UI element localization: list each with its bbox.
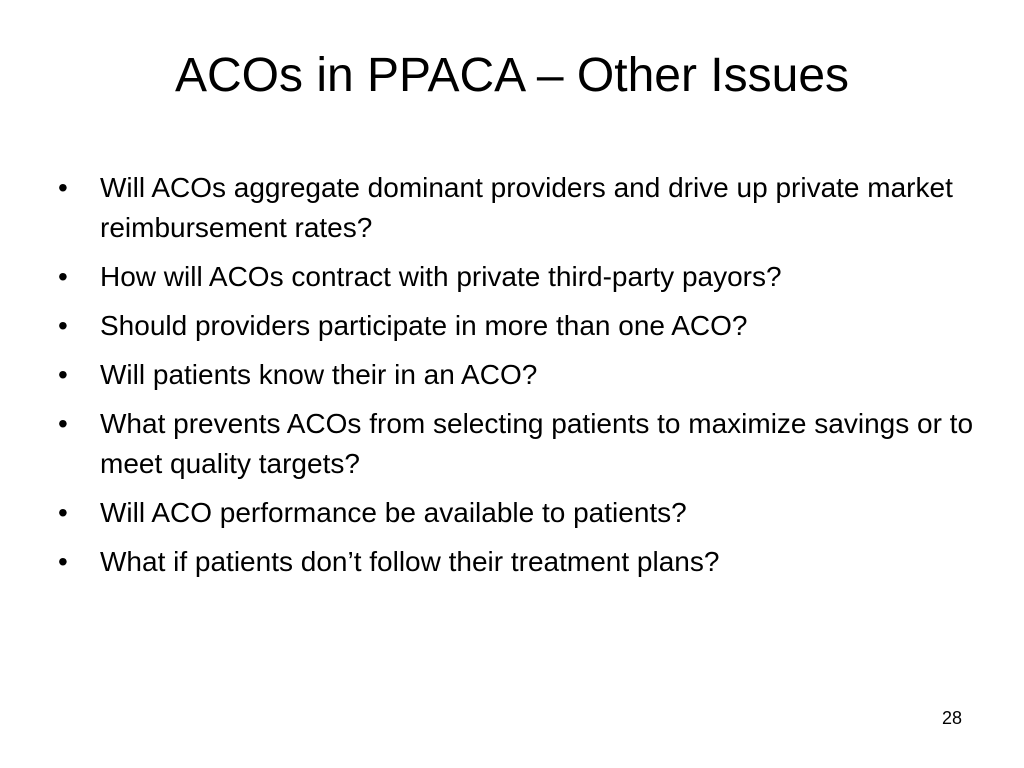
bullet-text: Will patients know their in an ACO? bbox=[100, 359, 538, 390]
bullet-item bbox=[58, 542, 978, 582]
bullet-text: Will ACO performance be available to patients? bbox=[100, 497, 687, 528]
bullet-marker: • bbox=[58, 359, 68, 390]
bullet-text: Should providers participate in more than one ACO? bbox=[100, 310, 748, 341]
page-number: 28 bbox=[941, 708, 962, 728]
bullet-item bbox=[58, 493, 978, 533]
bullet-item bbox=[58, 355, 978, 395]
bullet-text: How will ACOs contract with private third-party payors? bbox=[100, 261, 782, 292]
bullet-marker: • bbox=[58, 497, 68, 528]
bullet-text: What if patients don’t follow their treatment plans? bbox=[100, 546, 720, 577]
bullet-item bbox=[58, 306, 978, 346]
bullet-item bbox=[58, 404, 978, 484]
bullet-marker: • bbox=[58, 408, 68, 439]
bullet-text: Will ACOs aggregate dominant providers and drive up private market reimbursement rates? bbox=[100, 172, 953, 243]
bullet-list bbox=[58, 168, 978, 591]
bullet-marker: • bbox=[58, 261, 68, 292]
bullet-marker: • bbox=[58, 172, 68, 203]
bullet-item bbox=[58, 257, 978, 297]
bullet-item bbox=[58, 168, 978, 248]
bullet-marker: • bbox=[58, 546, 68, 577]
slide-title: ACOs in PPACA – Other Issues bbox=[174, 49, 850, 102]
bullet-text: What prevents ACOs from selecting patients to maximize savings or to meet quality targets? bbox=[100, 408, 974, 479]
bullet-marker: • bbox=[58, 310, 68, 341]
